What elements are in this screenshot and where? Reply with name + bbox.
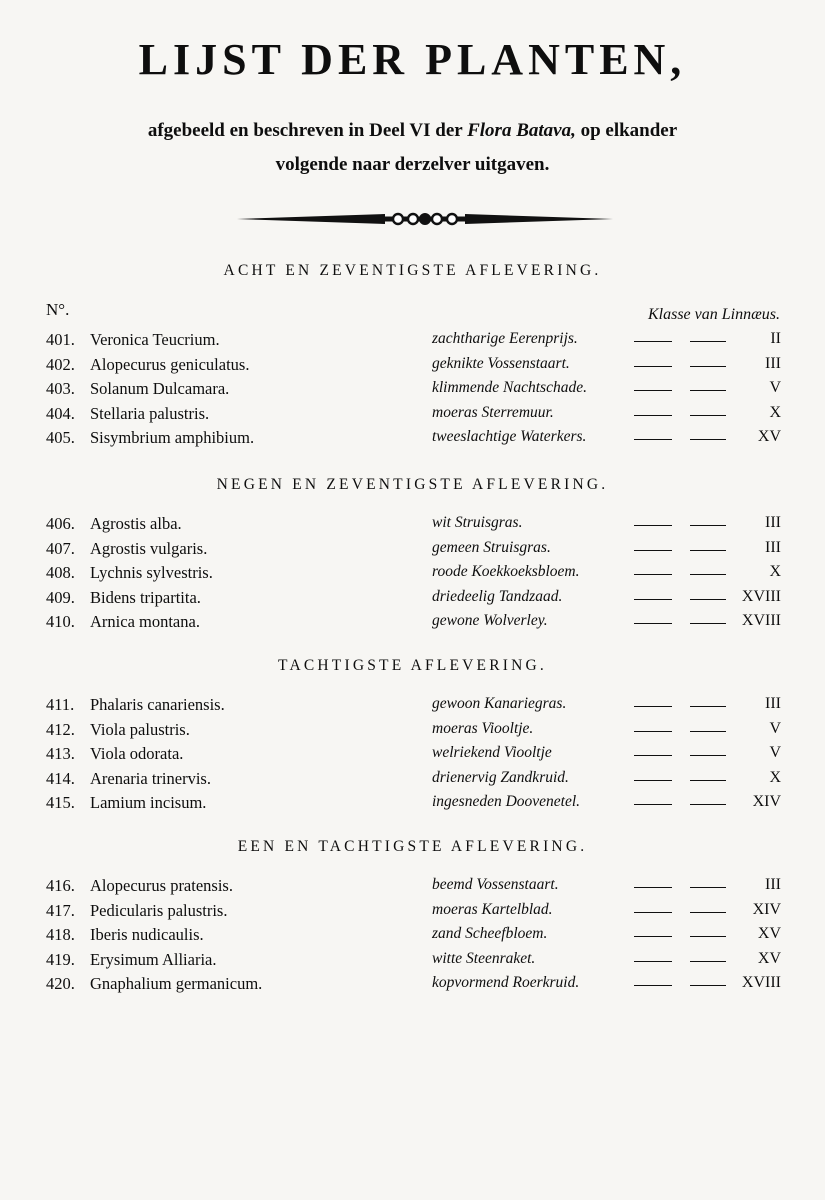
plant-latin-name: Viola palustris. xyxy=(90,719,190,739)
leader-dash xyxy=(634,731,672,732)
plant-dutch-name: tweeslachtige Waterkers. xyxy=(432,428,587,445)
plant-latin-name: Viola odorata. xyxy=(90,744,184,763)
klasse-column-label: Klasse van Linnæus. xyxy=(647,306,780,323)
linnaeus-class: III xyxy=(765,354,781,372)
plant-latin-name: Iberis nudicaulis. xyxy=(90,925,204,944)
subtitle-text-post: op elkander xyxy=(575,120,678,141)
linnaeus-class: XV xyxy=(757,925,781,942)
plant-dutch-name: welriekend Viooltje xyxy=(432,744,552,761)
plant-number: 418. xyxy=(46,925,75,944)
leader-dash xyxy=(634,525,672,526)
plant-number: 420. xyxy=(46,974,75,993)
subtitle-text-pre: afgebeeld en beschreven in Deel VI der xyxy=(147,120,468,141)
linnaeus-class: X xyxy=(769,403,781,421)
plant-row xyxy=(0,563,825,587)
plant-dutch-name: beemd Vossenstaart. xyxy=(432,876,559,893)
plant-latin-name: Alopecurus geniculatus. xyxy=(90,354,250,374)
plant-number: 416. xyxy=(46,876,75,895)
plant-latin-name: Arenaria trinervis. xyxy=(90,768,211,788)
leader-dash xyxy=(634,985,672,986)
linnaeus-class: XVIII xyxy=(741,587,781,605)
plant-latin-name: Phalaris canariensis. xyxy=(90,695,225,714)
plant-dutch-name: gewone Wolverley. xyxy=(432,612,548,629)
plant-dutch-name: zachtharige Eerenprijs. xyxy=(432,330,578,347)
linnaeus-class: V xyxy=(769,719,781,737)
linnaeus-class: XV xyxy=(757,949,781,967)
plant-row xyxy=(0,950,825,974)
leader-dash xyxy=(690,623,726,624)
ornamental-rule xyxy=(235,208,615,230)
page-title: LIJST DER PLANTEN, xyxy=(138,35,687,84)
leader-dash xyxy=(690,599,726,600)
plant-dutch-name: moeras Kartelblad. xyxy=(432,900,553,918)
plant-number: 411. xyxy=(46,695,75,714)
leader-dash xyxy=(690,804,726,805)
plant-dutch-name: wit Struisgras. xyxy=(432,514,523,531)
linnaeus-class: XV xyxy=(757,428,781,445)
plant-number: 412. xyxy=(46,719,75,739)
plant-number: 414. xyxy=(46,768,75,788)
leader-dash xyxy=(690,706,726,707)
leader-dash xyxy=(690,936,726,937)
leader-dash xyxy=(690,961,726,962)
plant-row xyxy=(0,539,825,563)
linnaeus-class: III xyxy=(765,876,781,893)
leader-dash xyxy=(690,550,726,551)
plant-number: 403. xyxy=(46,379,75,398)
plant-dutch-name: roode Koekkoeksbloem. xyxy=(432,563,580,580)
linnaeus-class: XIV xyxy=(752,900,781,918)
leader-dash xyxy=(634,415,672,416)
leader-dash xyxy=(634,706,672,707)
linnaeus-class: V xyxy=(769,744,781,761)
plant-dutch-name: driedeelig Tandzaad. xyxy=(432,587,563,605)
plant-latin-name: Agrostis alba. xyxy=(90,514,182,533)
plant-latin-name: Alopecurus pratensis. xyxy=(90,876,233,895)
leader-dash xyxy=(634,961,672,962)
plant-number: 419. xyxy=(46,949,75,969)
plant-number: 405. xyxy=(46,428,75,447)
plant-latin-name: Pedicularis palustris. xyxy=(90,900,228,920)
subtitle-line-2: volgende naar derzelver uitgaven. xyxy=(275,154,550,175)
plant-row xyxy=(0,720,825,744)
leader-dash xyxy=(690,415,726,416)
leader-dash xyxy=(634,887,672,888)
plant-number: 417. xyxy=(46,900,75,920)
plant-latin-name: Agrostis vulgaris. xyxy=(90,538,208,558)
linnaeus-class: III xyxy=(765,538,781,556)
leader-dash xyxy=(690,755,726,756)
leader-dash xyxy=(634,439,672,440)
plant-dutch-name: gemeen Struisgras. xyxy=(432,538,551,556)
plant-row xyxy=(0,355,825,379)
plant-dutch-name: zand Scheefbloem. xyxy=(432,925,548,942)
plant-latin-name: Stellaria palustris. xyxy=(90,403,210,423)
linnaeus-class: III xyxy=(765,514,781,531)
plant-row xyxy=(0,695,825,719)
plant-dutch-name: witte Steenraket. xyxy=(432,949,536,967)
plant-row xyxy=(0,974,825,998)
leader-dash xyxy=(690,366,726,367)
plant-number: 407. xyxy=(46,538,75,558)
linnaeus-class: II xyxy=(770,330,781,347)
plant-latin-name: Arnica montana. xyxy=(90,612,200,631)
leader-dash xyxy=(690,574,726,575)
leader-dash xyxy=(690,912,726,913)
plant-row xyxy=(0,588,825,612)
plant-dutch-name: moeras Viooltje. xyxy=(432,719,534,737)
plant-number: 408. xyxy=(46,563,75,582)
plant-number: 401. xyxy=(46,330,75,349)
plant-number: 409. xyxy=(46,587,75,607)
linnaeus-class: XIV xyxy=(752,793,781,810)
linnaeus-class: XVIII xyxy=(741,974,781,991)
linnaeus-class: V xyxy=(769,379,781,396)
plant-row xyxy=(0,876,825,900)
leader-dash xyxy=(690,887,726,888)
section-heading: EEN EN TACHTIGSTE AFLEVERING. xyxy=(237,838,588,855)
leader-dash xyxy=(634,804,672,805)
section-heading: NEGEN EN ZEVENTIGSTE AFLEVERING. xyxy=(216,476,609,493)
plant-row xyxy=(0,612,825,636)
plant-dutch-name: klimmende Nachtschade. xyxy=(432,379,587,396)
subtitle-flora-title: Flora Batava, xyxy=(467,120,576,141)
leader-dash xyxy=(690,341,726,342)
plant-number: 404. xyxy=(46,403,75,423)
plant-row xyxy=(0,514,825,538)
plant-row xyxy=(0,744,825,768)
page-subtitle xyxy=(60,114,765,182)
leader-dash xyxy=(690,525,726,526)
plant-row xyxy=(0,901,825,925)
plant-dutch-name: kopvormend Roerkruid. xyxy=(432,974,580,991)
leader-dash xyxy=(690,985,726,986)
section-heading: ACHT EN ZEVENTIGSTE AFLEVERING. xyxy=(223,262,602,279)
plant-latin-name: Bidens tripartita. xyxy=(90,587,201,607)
plant-latin-name: Veronica Teucrium. xyxy=(90,330,220,349)
plant-number: 415. xyxy=(46,793,75,812)
plant-dutch-name: gewoon Kanariegras. xyxy=(432,695,567,712)
plant-dutch-name: geknikte Vossenstaart. xyxy=(432,354,570,372)
leader-dash xyxy=(634,912,672,913)
leader-dash xyxy=(634,936,672,937)
leader-dash xyxy=(634,623,672,624)
plant-number: 413. xyxy=(46,744,75,763)
linnaeus-class: III xyxy=(765,695,781,712)
plant-row xyxy=(0,793,825,817)
leader-dash xyxy=(690,780,726,781)
plant-latin-name: Gnaphalium germanicum. xyxy=(90,974,263,993)
linnaeus-class: XVIII xyxy=(741,612,781,629)
plant-latin-name: Lamium incisum. xyxy=(90,793,207,812)
leader-dash xyxy=(634,780,672,781)
leader-dash xyxy=(634,599,672,600)
leader-dash xyxy=(634,390,672,391)
linnaeus-class: X xyxy=(769,563,781,580)
plant-latin-name: Erysimum Alliaria. xyxy=(90,949,217,969)
plant-dutch-name: moeras Sterremuur. xyxy=(432,403,554,421)
plant-latin-name: Sisymbrium amphibium. xyxy=(90,428,255,447)
leader-dash xyxy=(634,550,672,551)
plant-row xyxy=(0,925,825,949)
plant-row xyxy=(0,769,825,793)
plant-row xyxy=(0,428,825,452)
plant-dutch-name: drienervig Zandkruid. xyxy=(432,768,569,786)
plant-row xyxy=(0,330,825,354)
section-heading: TACHTIGSTE AFLEVERING. xyxy=(278,657,547,674)
plant-number: 402. xyxy=(46,354,75,374)
plant-latin-name: Lychnis sylvestris. xyxy=(90,563,213,582)
plant-row xyxy=(0,379,825,403)
plant-number: 410. xyxy=(46,612,75,631)
plant-latin-name: Solanum Dulcamara. xyxy=(90,379,230,398)
leader-dash xyxy=(690,731,726,732)
plant-number: 406. xyxy=(46,514,75,533)
leader-dash xyxy=(634,755,672,756)
leader-dash xyxy=(634,574,672,575)
leader-dash xyxy=(634,341,672,342)
linnaeus-class: X xyxy=(769,768,781,786)
plant-dutch-name: ingesneden Doovenetel. xyxy=(432,793,581,810)
plant-row xyxy=(0,404,825,428)
leader-dash xyxy=(690,439,726,440)
leader-dash xyxy=(690,390,726,391)
number-column-label: N°. xyxy=(46,300,70,319)
leader-dash xyxy=(634,366,672,367)
